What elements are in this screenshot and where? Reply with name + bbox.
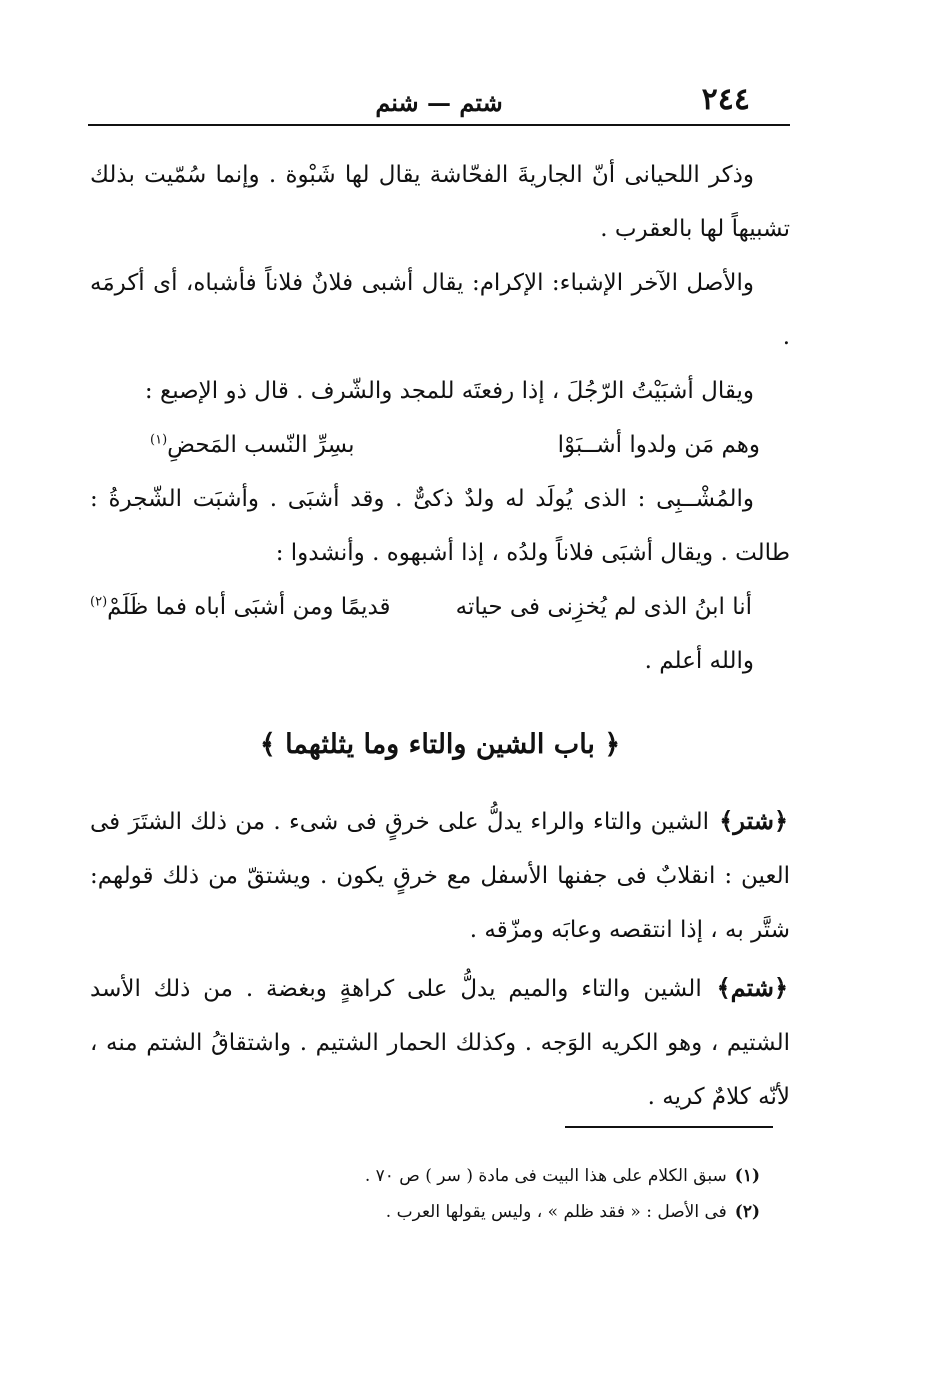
- page-header: [88, 78, 790, 126]
- footnotes: [200, 1158, 760, 1230]
- footnote-divider: [565, 1126, 773, 1128]
- page-number: ٢٤٤: [701, 82, 750, 117]
- footnote-1: [200, 1158, 760, 1194]
- verse-2: [90, 580, 790, 634]
- section-title: ﴿ باب الشين والتاء وما يثلثهما ﴾: [259, 729, 621, 760]
- footnote-2-number: (٢): [734, 1202, 760, 1222]
- entry-shatam-head: ﴿شتم﴾: [716, 973, 789, 1002]
- entry-shatar: [90, 794, 790, 957]
- footnote-ref-2[interactable]: (٢): [90, 594, 108, 610]
- paragraph-2: والأصل الآخر الإشباء: الإكرام: يقال أشبى فلانٌ فلاناً فأشباه، أى أكرمَه .: [90, 270, 790, 350]
- footnote-1-text: سبق الكلام على هذا البيت فى مادة ( سر ) ص ٧٠ .: [364, 1166, 727, 1186]
- verse-1-second-text: بسِرِّ النّسب المَحضِ: [167, 432, 355, 458]
- footnote-ref-1[interactable]: (١): [150, 432, 168, 448]
- entry-shatam-text: الشين والتاء والميم يدلُّ على كراهةٍ وبغضة . من ذلك الأسد الشتيم ، وهو الكريه الوَجه . وكذلك الحمار الشتيم . واشتقاقُ الشتم منه ، لأنّه كلامٌ كريه .: [90, 976, 790, 1110]
- running-title: شتم — شنم: [375, 88, 503, 117]
- entry-shatam: [90, 961, 790, 1124]
- footnote-1-number: (١): [734, 1166, 760, 1186]
- verse-1: [90, 418, 790, 472]
- verse-2-second-hemistich: [90, 580, 391, 634]
- verse-1-second-hemistich: [150, 418, 355, 472]
- entry-shatar-head: ﴿شتر﴾: [719, 806, 789, 835]
- body-text: [90, 148, 790, 1124]
- footnote-2: [200, 1194, 760, 1230]
- entry-shatar-text: الشين والتاء والراء يدلُّ على خرقٍ فى شىء . من ذلك الشتَرَ فى العين : انقلابٌ فى جفنها الأسفل مع خرقٍ يكون . ويشتقّ من ذلك قولهم: شتَّر به ، إذا انتقصه وعابَه ومزّقه .: [90, 809, 790, 943]
- verse-2-first-hemistich: أنا ابنُ الذى لم يُخزِنى فى حياته: [455, 594, 752, 620]
- paragraph-5: والله أعلم .: [644, 648, 754, 674]
- paragraph-1: وذكر اللحيانى أنّ الجاريةَ الفحّاشة يقال لها شَبْوة . وإنما سُمّيت بذلك تشبيهاً لها بالعقرب .: [90, 162, 790, 242]
- verse-1-first-hemistich: وهم مَن ولدوا أشــبَوْا: [557, 432, 760, 458]
- footnote-2-text: فى الأصل : « فقد ظلم » ، وليس يقولها العرب .: [385, 1202, 727, 1222]
- verse-2-second-text: قديمًا ومن أشبَى أباه فما ظَلَمْ: [107, 594, 391, 620]
- paragraph-4: والمُشْــبِى : الذى يُولَد له ولدٌ ذكىٌّ . وقد أشبَى . وأشبَت الشّجرةُ : طالت . ويقال أشبَى فلاناً ولدُه ، إذا أشبهوه . وأنشدوا :: [90, 486, 790, 566]
- paragraph-3: ويقال أشبَيْتُ الرّجُلَ ، إذا رفعتَه للمجد والشّرف . قال ذو الإصبع :: [144, 378, 754, 404]
